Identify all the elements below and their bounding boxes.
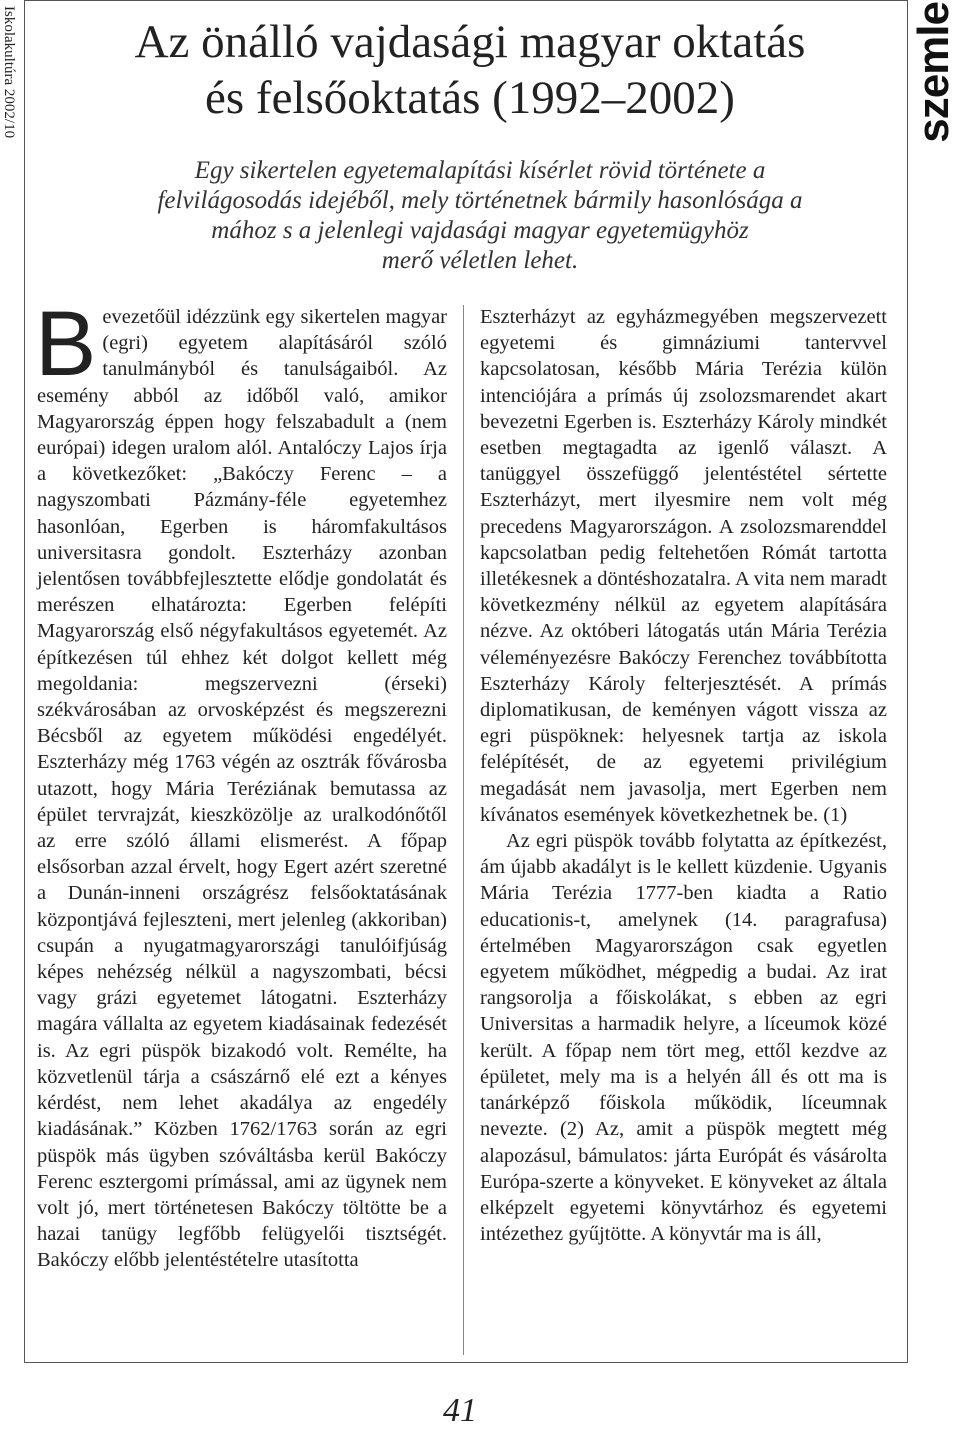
lead-line-4: merő véletlen lehet.: [381, 247, 579, 274]
right-column: [480, 304, 887, 1247]
article-title: [40, 14, 900, 126]
lead-line-2: felvilágosodás idejéből, mely történetnek bármily hasonlósága a: [157, 187, 803, 214]
page-number: 41: [443, 1392, 477, 1429]
title-line-1: Az önálló vajdasági magyar oktatás: [134, 16, 806, 68]
frame-bottom-rule: [24, 1362, 908, 1363]
running-head-text: Iskolakultúra 2002/10: [1, 6, 17, 139]
left-paragraph-text: evezetőül idézzünk egy sikertelen magyar (egri) egyetem alapításáról szóló tanulmányból és tanulságaiból. Az esemény abból az időből való, amikor Magyarország éppen hogy felszabadult a (nem európai) idegen uralom alól. Antalóczy Lajos írja a következőket: „Bakóczy Ferenc – a nagyszombati Pázmány-féle egyetemhez hasonlóan, Egerben is háromfakultásos universitasra gondolt. Eszterházy azonban jelentősen továbbfejlesztette elődje gondolatát és merészen elhatározta: Egerben felépíti Magyarország első négyfakultásos egyetemét. Az építkezésen túl ehhez két dolgot kellett még megoldania: megszervezni (érseki) székvárosában az orvosképzést és megszerezni Bécsből az egyetem működési engedélyét. Eszterházy még 1763 végén az osztrák fővárosba utazott, hogy Mária Teréziának bemutassa az épület tervrajzát, kieszközölje az uralkodónőtől az erre szóló állami elismerést. A főpap elsősorban azzal érvelt, hogy Egert azért szeretné a Dunán-inneni országrész felsőoktatásának központjává fejleszteni, mert jelenleg (akkoriban) csupán a nyugatmagyarországi tanulóifjúság képes nehézség nélkül a nagyszombati, bécsi vagy grázi egyetemet látogatni. Eszterházy magára vállalta az egyetem kiadásainak fedezését is. Az egri püspök bizakodó volt. Remélte, ha közvetlenül tárja a császárnő elé ezt a kényes kérdést, nem lehet akadálya az engedély kiadásának.” Közben 1762/1763 során az egri püspök más ügyben szóváltásba kerül Bakóczy Ferenc esztergomi prímással, ami az ügynek nem volt jó, mert történetesen Bakóczy töltötte be a hazai tanügy legfőbb felügyelői tisztségét. Bakóczy előbb jelentéstételre utasította: [37, 306, 447, 1272]
lead-line-3: mához s a jelenlegi vajdasági magyar egyetemügyhöz: [211, 217, 749, 244]
section-label: [909, 2, 960, 152]
right-paragraph-1: Eszterházyt az egyházmegyében megszervezett egyetemi és gimnáziumi tantervvel kapcsolatosan, később Mária Terézia külön intenciójára a prímás új zsolozsmarendet akart bevezetni Egerben is. Eszterházy Károly mindkét esetben megtagadta az igenlő választ. A tanüggyel összefüggő jelentéstétel sértette Eszterházyt, mert ilyesmire nem volt még precedens Magyarországon. A zsolozsmarenddel kapcsolatban pedig feltehetően Rómát tartotta illetékesnek a döntéshozatalra. A vita nem maradt következmény nélkül az egyetem alapítására nézve. Az októberi látogatás után Mária Terézia véleményezésre Bakóczy Ferenchez továbbította Eszterházy Károly felterjesztését. A prímás diplomatikusan, de keményen vágott vissza az egri püspöknek: helyesnek tartja az iskola felépítését, de az egyetemi privilégium megadását nem javasolja, mert Egerben nem kívánatos események következhetnek be. (1): [480, 306, 888, 826]
column-divider: [463, 305, 464, 1355]
right-paragraph-2: Az egri püspök tovább folytatta az építkezést, ám újabb akadályt is le kellett küzdenie. Ugyanis Mária Terézia 1777-ben kiadta a Ratio educationis-t, amelynek (14. paragrafusa) értelmében Magyarországon csak egyetlen egyetem működhet, mégpedig a budai. Az irat rangsorolja a főiskolákat, s ebben az egri Universitas a harmadik helyre, a líceumok közé került. A főpap nem tört meg, ettől kezdve az épületet, mely ma is a helyén áll és ott ma is tanárképző főiskola működik, líceumnak nevezte. (2) Az, amit a püspök megtett még alapozásul, bámulatos: járta Európát és vásárolta Európa-szerte a könyveket. E könyveket az általa elképzelt egyetemi könyvtárhoz és egyetemi intézethez gyűjtötte. A könyvtár ma is áll,: [480, 830, 887, 1246]
left-paragraph: [35, 293, 447, 1274]
lead-line-1: Egy sikertelen egyetemalapítási kísérlet rövid története a: [194, 157, 766, 184]
article-lead: [60, 156, 900, 276]
left-column: [35, 293, 447, 1274]
frame-top-rule: [24, 0, 908, 1]
running-head: [0, 0, 22, 1370]
frame-left-rule: [24, 0, 25, 1362]
drop-cap: B: [35, 293, 97, 395]
section-label-text: szemle: [909, 2, 958, 143]
frame-right-rule: [907, 0, 908, 1362]
title-line-2: és felsőoktatás (1992–2002): [205, 72, 735, 124]
